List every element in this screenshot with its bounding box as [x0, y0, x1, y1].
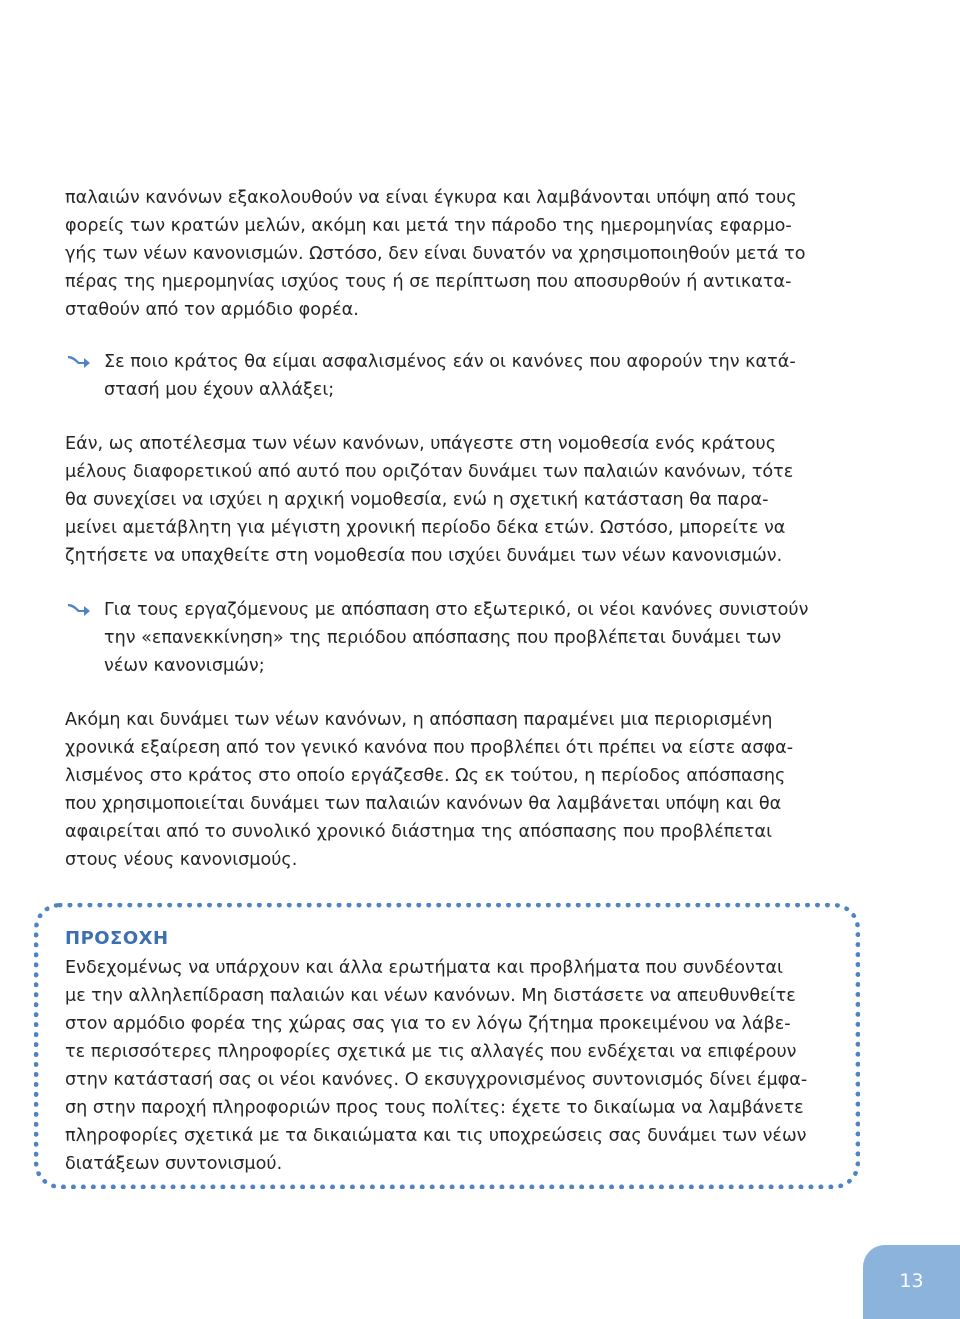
question-line: Σε ποιο κράτος θα είμαι ασφαλισμένος εάν οι κανόνες που αφορούν την κατά- — [104, 352, 796, 372]
text-line: σταθούν από τον αρμόδιο φορέα. — [65, 300, 359, 320]
text-line: Ακόμη και δυνάμει των νέων κανόνων, η απόσπαση παραμένει μια περιορισμένη — [65, 710, 773, 730]
question-line: την «επανεκκίνηση» της περιόδου απόσπασης που προβλέπεται δυνάμει των — [104, 628, 782, 648]
text-line: πληροφορίες σχετικά με τα δικαιώματα και τις υποχρεώσεις σας δυνάμει των νέων — [65, 1126, 807, 1146]
text-line: στον αρμόδιο φορέα της χώρας σας για το εν λόγω ζήτημα προκειμένου να λάβε- — [65, 1014, 791, 1034]
text-line: γής των νέων κανονισμών. Ωστόσο, δεν είναι δυνατόν να χρησιμοποιηθούν μετά το — [65, 244, 806, 264]
text-line: στην κατάστασή σας οι νέοι κανόνες. Ο εκσυγχρονισμένος συντονισμός δίνει έμφα- — [65, 1070, 808, 1090]
text-line: ση στην παροχή πληροφοριών προς τους πολίτες: έχετε το δικαίωμα να λαμβάνετε — [65, 1098, 804, 1118]
text-line: μείνει αμετάβλητη για μέγιστη χρονική περίοδο δέκα ετών. Ωστόσο, μπορείτε να — [65, 518, 786, 538]
arrow-right-icon — [67, 602, 91, 618]
text-line: στους νέους κανονισμούς. — [65, 850, 298, 870]
text-line: ζητήσετε να υπαχθείτε στη νομοθεσία που ισχύει δυνάμει των νέων κανονισμών. — [65, 546, 783, 566]
text-line: διατάξεων συντονισμού. — [65, 1154, 283, 1174]
text-line: λισμένος στο κράτος στο οποίο εργάζεσθε. Ως εκ τούτου, η περίοδος απόσπασης — [65, 766, 786, 786]
page-number: 13 — [899, 1270, 924, 1292]
text-line: Ενδεχομένως να υπάρχουν και άλλα ερωτήματα και προβλήματα που συνδέονται — [65, 958, 783, 978]
text-line: Εάν, ως αποτέλεσμα των νέων κανόνων, υπάγεστε στη νομοθεσία ενός κράτους — [65, 434, 777, 454]
question-line: στασή μου έχουν αλλάξει; — [104, 380, 335, 400]
text-line: αφαιρείται από το συνολικό χρονικό διάστημα της απόσπασης που προβλέπεται — [65, 822, 773, 842]
question-line: Για τους εργαζόμενους με απόσπαση στο εξωτερικό, οι νέοι κανόνες συνιστούν — [104, 600, 809, 620]
arrow-right-icon — [67, 354, 91, 370]
text-line: που χρησιμοποιείται δυνάμει των παλαιών κανόνων θα λαμβάνεται υπόψη και θα — [65, 794, 782, 814]
text-line: παλαιών κανόνων εξακολουθούν να είναι έγκυρα και λαμβάνονται υπόψη από τους — [65, 188, 797, 208]
text-line: χρονικά εξαίρεση από τον γενικό κανόνα που προβλέπει ότι πρέπει να είστε ασφα- — [65, 738, 794, 758]
text-line: πέρας της ημερομηνίας ισχύος τους ή σε περίπτωση που αποσυρθούν ή αντικατα- — [65, 272, 792, 292]
text-line: θα συνεχίσει να ισχύει η αρχική νομοθεσία, ενώ η σχετική κατάσταση θα παρα- — [65, 490, 769, 510]
question-line: νέων κανονισμών; — [104, 656, 265, 676]
text-line: φορείς των κρατών μελών, ακόμη και μετά την πάροδο της ημερομηνίας εφαρμο- — [65, 216, 792, 236]
text-line: μέλους διαφορετικού από αυτό που οριζόταν δυνάμει των παλαιών κανόνων, τότε — [65, 462, 794, 482]
text-line: τε περισσότερες πληροφορίες σχετικά με τις αλλαγές που ενδέχεται να επιφέρουν — [65, 1042, 797, 1062]
text-line: με την αλληλεπίδραση παλαιών και νέων κανόνων. Μη διστάσετε να απευθυνθείτε — [65, 986, 796, 1006]
attention-title: ΠΡΟΣΟΧΗ — [65, 928, 169, 949]
